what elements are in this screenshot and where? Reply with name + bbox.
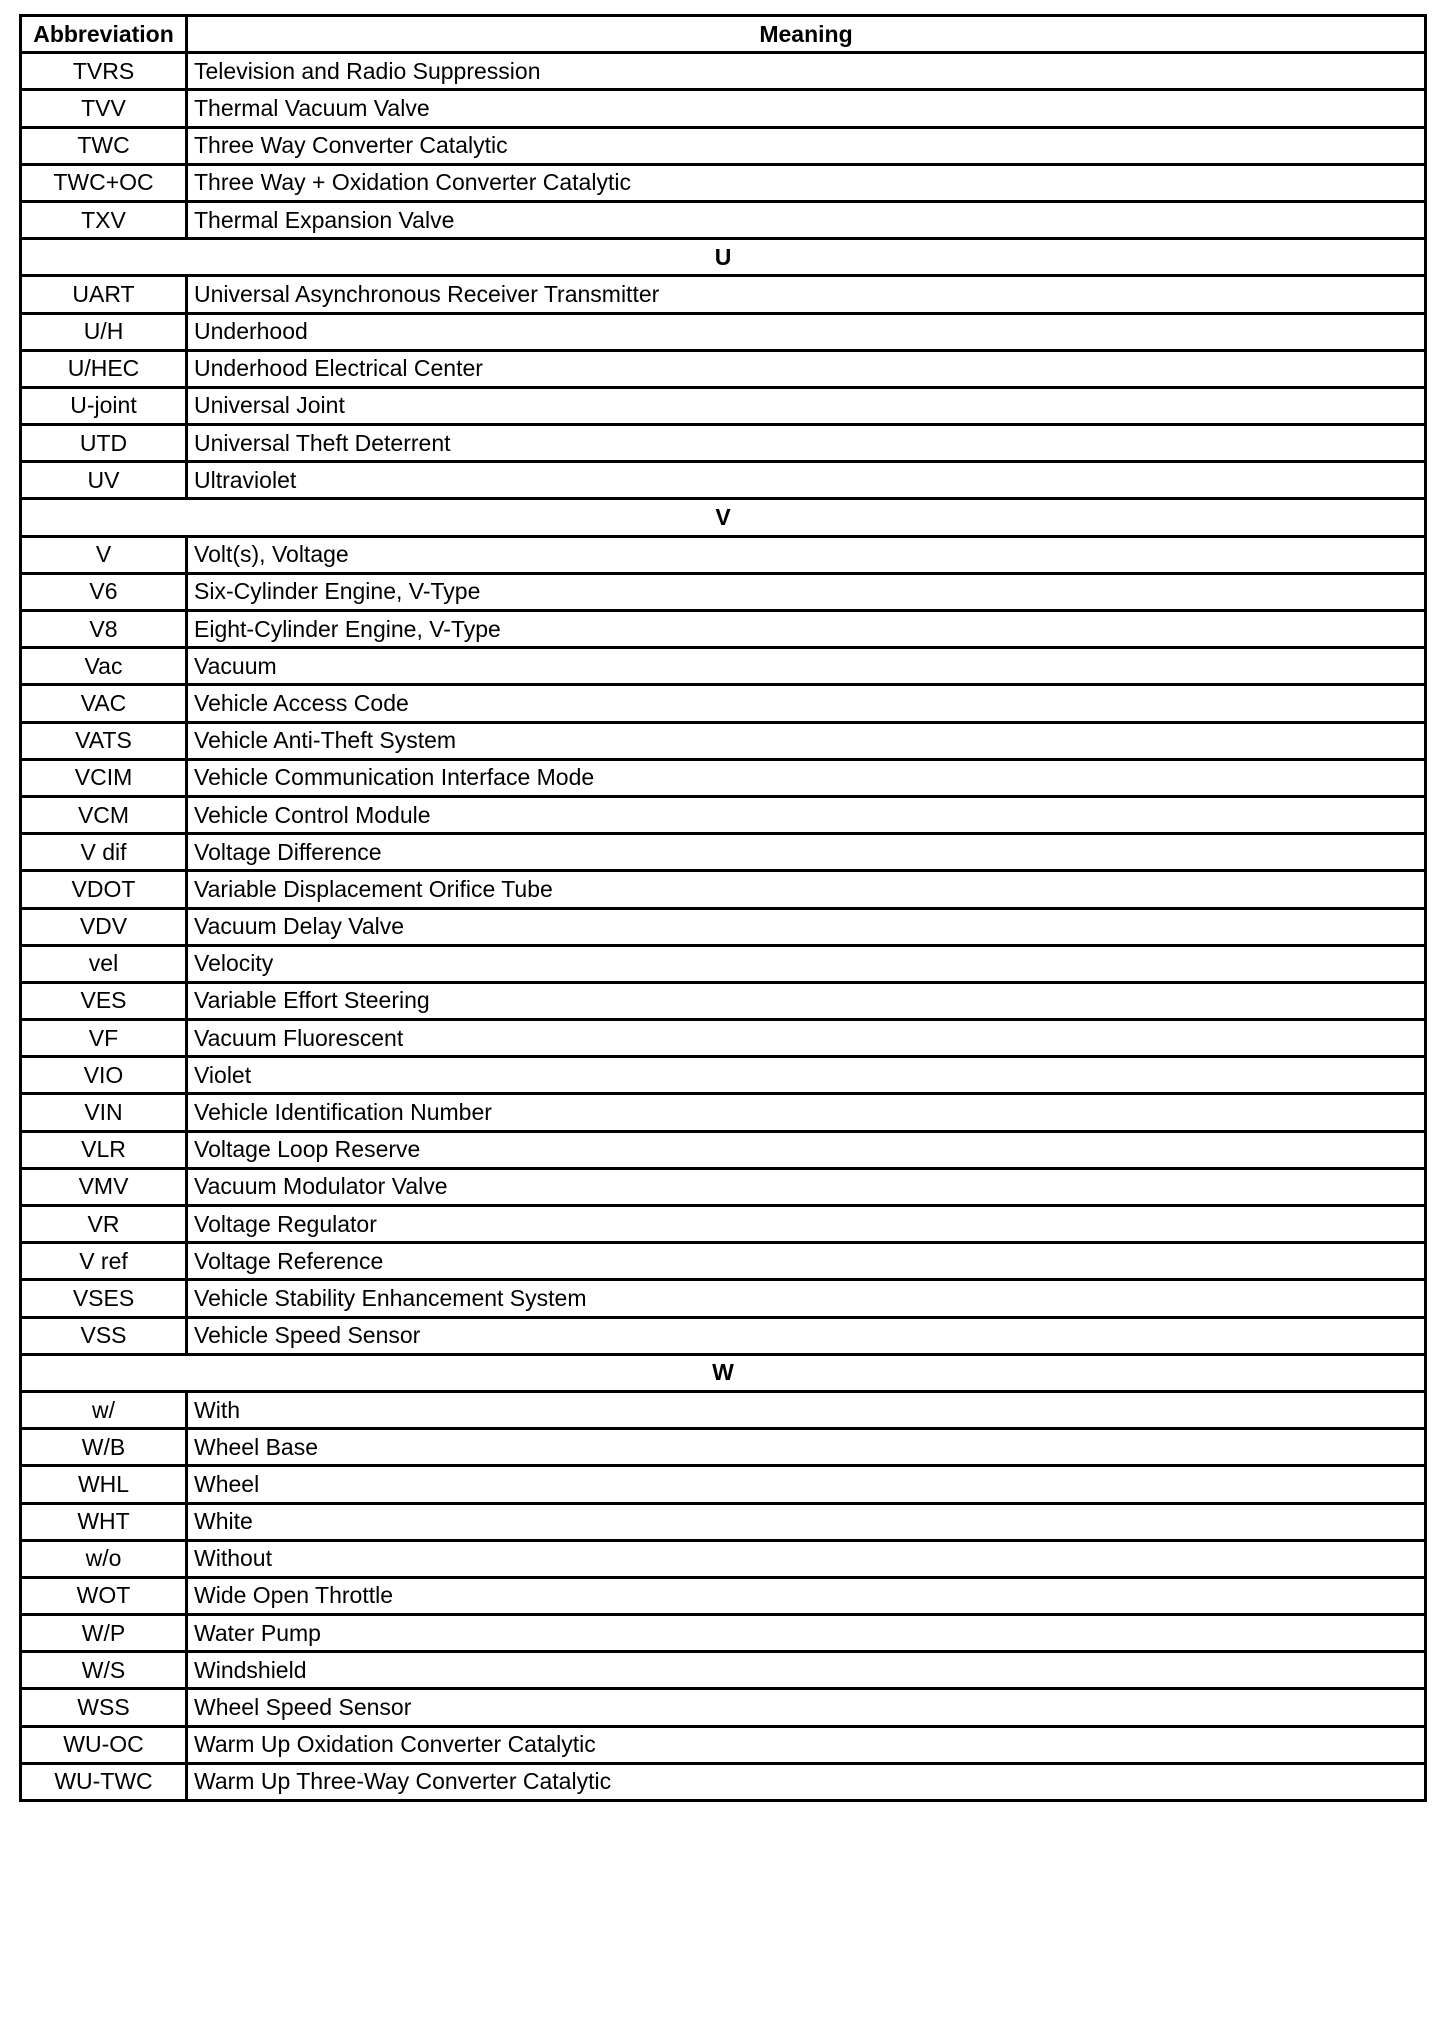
abbreviation-cell: VSES: [21, 1280, 187, 1317]
table-row: [21, 462, 1426, 499]
abbreviation-cell: VIN: [21, 1094, 187, 1131]
abbreviation-cell: V8: [21, 611, 187, 648]
table-row: [21, 1763, 1426, 1800]
table-row: [21, 1057, 1426, 1094]
meaning-cell: Television and Radio Suppression: [187, 53, 1426, 90]
table-row: [21, 1243, 1426, 1280]
meaning-cell: Vacuum Modulator Valve: [187, 1168, 1426, 1205]
abbreviation-cell: VCIM: [21, 759, 187, 796]
table-row: [21, 759, 1426, 796]
abbreviation-cell: VCM: [21, 796, 187, 833]
table-row: [21, 982, 1426, 1019]
meaning-cell: Violet: [187, 1057, 1426, 1094]
table-row: [21, 276, 1426, 313]
meaning-cell: Velocity: [187, 945, 1426, 982]
table-row: [21, 127, 1426, 164]
table-row: [21, 611, 1426, 648]
abbreviation-table: [19, 14, 1427, 1802]
section-letter: U: [21, 239, 1426, 276]
meaning-column-header: Meaning: [187, 16, 1426, 53]
header-row: [21, 16, 1426, 53]
section-header-row: [21, 499, 1426, 536]
table-row: [21, 908, 1426, 945]
section-header-row: [21, 239, 1426, 276]
meaning-cell: Warm Up Three-Way Converter Catalytic: [187, 1763, 1426, 1800]
table-row: [21, 350, 1426, 387]
abbreviation-cell: VDOT: [21, 871, 187, 908]
abbreviation-cell: WSS: [21, 1689, 187, 1726]
table-row: [21, 1317, 1426, 1354]
section-header-row: [21, 1354, 1426, 1391]
meaning-cell: Universal Asynchronous Receiver Transmitter: [187, 276, 1426, 313]
abbreviation-cell: VF: [21, 1020, 187, 1057]
table-row: [21, 90, 1426, 127]
meaning-cell: Variable Displacement Orifice Tube: [187, 871, 1426, 908]
table-row: [21, 1094, 1426, 1131]
meaning-cell: With: [187, 1391, 1426, 1428]
abbreviation-cell: WU-OC: [21, 1726, 187, 1763]
abbreviation-cell: U/HEC: [21, 350, 187, 387]
meaning-cell: Eight-Cylinder Engine, V-Type: [187, 611, 1426, 648]
meaning-cell: Windshield: [187, 1652, 1426, 1689]
table-row: [21, 53, 1426, 90]
meaning-cell: Underhood Electrical Center: [187, 350, 1426, 387]
meaning-cell: Universal Joint: [187, 387, 1426, 424]
meaning-cell: Vacuum: [187, 648, 1426, 685]
meaning-cell: Universal Theft Deterrent: [187, 425, 1426, 462]
table-row: [21, 722, 1426, 759]
table-row: [21, 1503, 1426, 1540]
meaning-cell: Vehicle Communication Interface Mode: [187, 759, 1426, 796]
abbreviation-cell: V6: [21, 573, 187, 610]
abbreviation-cell: w/o: [21, 1540, 187, 1577]
abbreviation-cell: V dif: [21, 834, 187, 871]
table-row: [21, 201, 1426, 238]
abbreviation-cell: W/S: [21, 1652, 187, 1689]
meaning-cell: Ultraviolet: [187, 462, 1426, 499]
meaning-cell: Without: [187, 1540, 1426, 1577]
abbreviation-cell: VDV: [21, 908, 187, 945]
meaning-cell: Vehicle Speed Sensor: [187, 1317, 1426, 1354]
abbreviation-cell: UART: [21, 276, 187, 313]
meaning-cell: Volt(s), Voltage: [187, 536, 1426, 573]
meaning-cell: Wheel Base: [187, 1429, 1426, 1466]
table-row: [21, 1206, 1426, 1243]
table-row: [21, 685, 1426, 722]
abbreviation-cell: TWC: [21, 127, 187, 164]
table-row: [21, 573, 1426, 610]
abbreviation-cell: U-joint: [21, 387, 187, 424]
abbreviation-cell: VMV: [21, 1168, 187, 1205]
section-letter: W: [21, 1354, 1426, 1391]
meaning-cell: Vehicle Identification Number: [187, 1094, 1426, 1131]
meaning-cell: Variable Effort Steering: [187, 982, 1426, 1019]
abbreviation-cell: V: [21, 536, 187, 573]
abbreviation-cell: VSS: [21, 1317, 187, 1354]
meaning-cell: Vacuum Delay Valve: [187, 908, 1426, 945]
abbreviation-cell: TVV: [21, 90, 187, 127]
abbreviation-cell: TWC+OC: [21, 164, 187, 201]
table-row: [21, 1020, 1426, 1057]
table-row: [21, 1726, 1426, 1763]
abbreviation-cell: WHT: [21, 1503, 187, 1540]
section-letter: V: [21, 499, 1426, 536]
abbreviation-cell: w/: [21, 1391, 187, 1428]
abbreviation-cell: WOT: [21, 1577, 187, 1614]
table-row: [21, 796, 1426, 833]
table-row: [21, 648, 1426, 685]
meaning-cell: Wheel Speed Sensor: [187, 1689, 1426, 1726]
meaning-cell: Six-Cylinder Engine, V-Type: [187, 573, 1426, 610]
meaning-cell: Wheel: [187, 1466, 1426, 1503]
abbreviation-cell: UTD: [21, 425, 187, 462]
table-head: [21, 16, 1426, 53]
abbreviation-cell: W/P: [21, 1615, 187, 1652]
meaning-cell: Warm Up Oxidation Converter Catalytic: [187, 1726, 1426, 1763]
abbreviation-cell: VATS: [21, 722, 187, 759]
meaning-cell: Wide Open Throttle: [187, 1577, 1426, 1614]
meaning-cell: Voltage Loop Reserve: [187, 1131, 1426, 1168]
table-row: [21, 387, 1426, 424]
table-row: [21, 1577, 1426, 1614]
meaning-cell: Voltage Difference: [187, 834, 1426, 871]
table-row: [21, 871, 1426, 908]
table-row: [21, 1168, 1426, 1205]
table-row: [21, 313, 1426, 350]
abbreviation-cell: TXV: [21, 201, 187, 238]
abbreviation-cell: TVRS: [21, 53, 187, 90]
table-row: [21, 1391, 1426, 1428]
abbreviation-cell: VIO: [21, 1057, 187, 1094]
table-body: [21, 53, 1426, 1801]
abbreviation-cell: U/H: [21, 313, 187, 350]
abbreviation-cell: W/B: [21, 1429, 187, 1466]
meaning-cell: Three Way Converter Catalytic: [187, 127, 1426, 164]
meaning-cell: Voltage Regulator: [187, 1206, 1426, 1243]
abbreviation-cell: VAC: [21, 685, 187, 722]
table-row: [21, 945, 1426, 982]
meaning-cell: Underhood: [187, 313, 1426, 350]
meaning-cell: Vehicle Anti-Theft System: [187, 722, 1426, 759]
meaning-cell: Vehicle Access Code: [187, 685, 1426, 722]
abbreviation-cell: WHL: [21, 1466, 187, 1503]
meaning-cell: White: [187, 1503, 1426, 1540]
abbreviation-cell: UV: [21, 462, 187, 499]
table-row: [21, 425, 1426, 462]
table-row: [21, 1652, 1426, 1689]
table-row: [21, 1466, 1426, 1503]
table-row: [21, 834, 1426, 871]
meaning-cell: Voltage Reference: [187, 1243, 1426, 1280]
meaning-cell: Vehicle Stability Enhancement System: [187, 1280, 1426, 1317]
meaning-cell: Water Pump: [187, 1615, 1426, 1652]
meaning-cell: Vacuum Fluorescent: [187, 1020, 1426, 1057]
abbreviation-cell: VES: [21, 982, 187, 1019]
table-row: [21, 1615, 1426, 1652]
abbreviation-cell: Vac: [21, 648, 187, 685]
table-row: [21, 1689, 1426, 1726]
abbreviation-cell: VR: [21, 1206, 187, 1243]
table-row: [21, 164, 1426, 201]
meaning-cell: Thermal Expansion Valve: [187, 201, 1426, 238]
table-row: [21, 1429, 1426, 1466]
abbreviation-cell: VLR: [21, 1131, 187, 1168]
abbreviation-column-header: Abbreviation: [21, 16, 187, 53]
meaning-cell: Vehicle Control Module: [187, 796, 1426, 833]
table-row: [21, 1280, 1426, 1317]
abbreviation-cell: WU-TWC: [21, 1763, 187, 1800]
table-row: [21, 1131, 1426, 1168]
abbreviation-cell: vel: [21, 945, 187, 982]
meaning-cell: Thermal Vacuum Valve: [187, 90, 1426, 127]
table-row: [21, 536, 1426, 573]
meaning-cell: Three Way + Oxidation Converter Catalytic: [187, 164, 1426, 201]
abbreviation-cell: V ref: [21, 1243, 187, 1280]
table-row: [21, 1540, 1426, 1577]
